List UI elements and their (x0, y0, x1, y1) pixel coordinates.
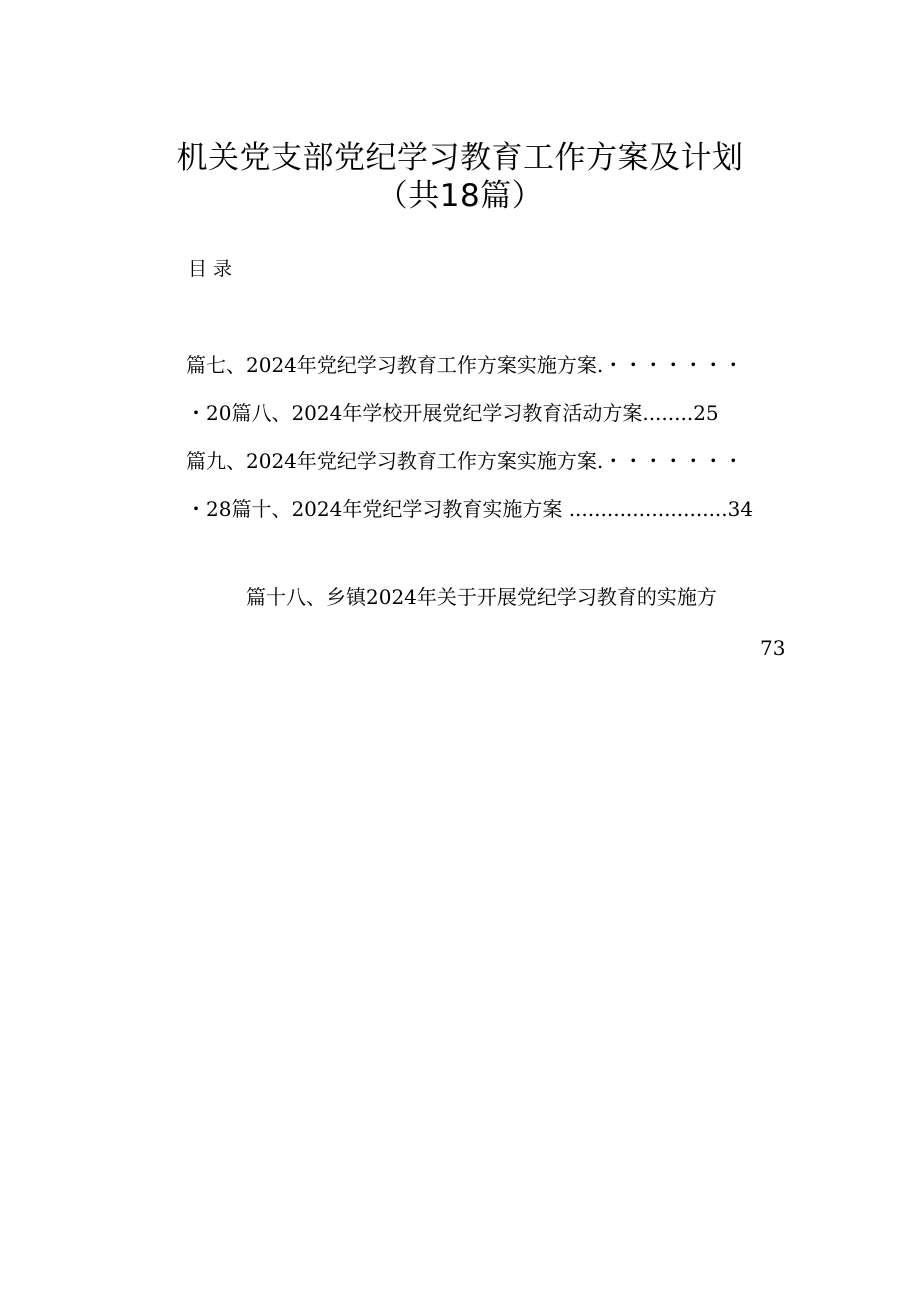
toc-entry: 篇九、2024年党纪学习教育工作方案实施方案.・・・・・・・ (186, 449, 744, 473)
toc-entry: ・20篇八、2024年学校开展党纪学习教育活动方案........25 (186, 401, 719, 425)
document-subtitle: （共18篇） (376, 178, 544, 214)
document-title: 机关党支部党纪学习教育工作方案及计划 (176, 140, 744, 176)
toc-heading: 目录 (188, 258, 239, 280)
toc-entry: ・28篇十、2024年党纪学习教育实施方案 .........................34 (186, 497, 754, 521)
toc-entry-18-page-number: 73 (760, 636, 786, 660)
toc-entry-18: 篇十八、乡镇2024年关于开展党纪学习教育的实施方 (246, 585, 717, 609)
toc-entry: 篇七、2024年党纪学习教育工作方案实施方案.・・・・・・・ (186, 353, 744, 377)
